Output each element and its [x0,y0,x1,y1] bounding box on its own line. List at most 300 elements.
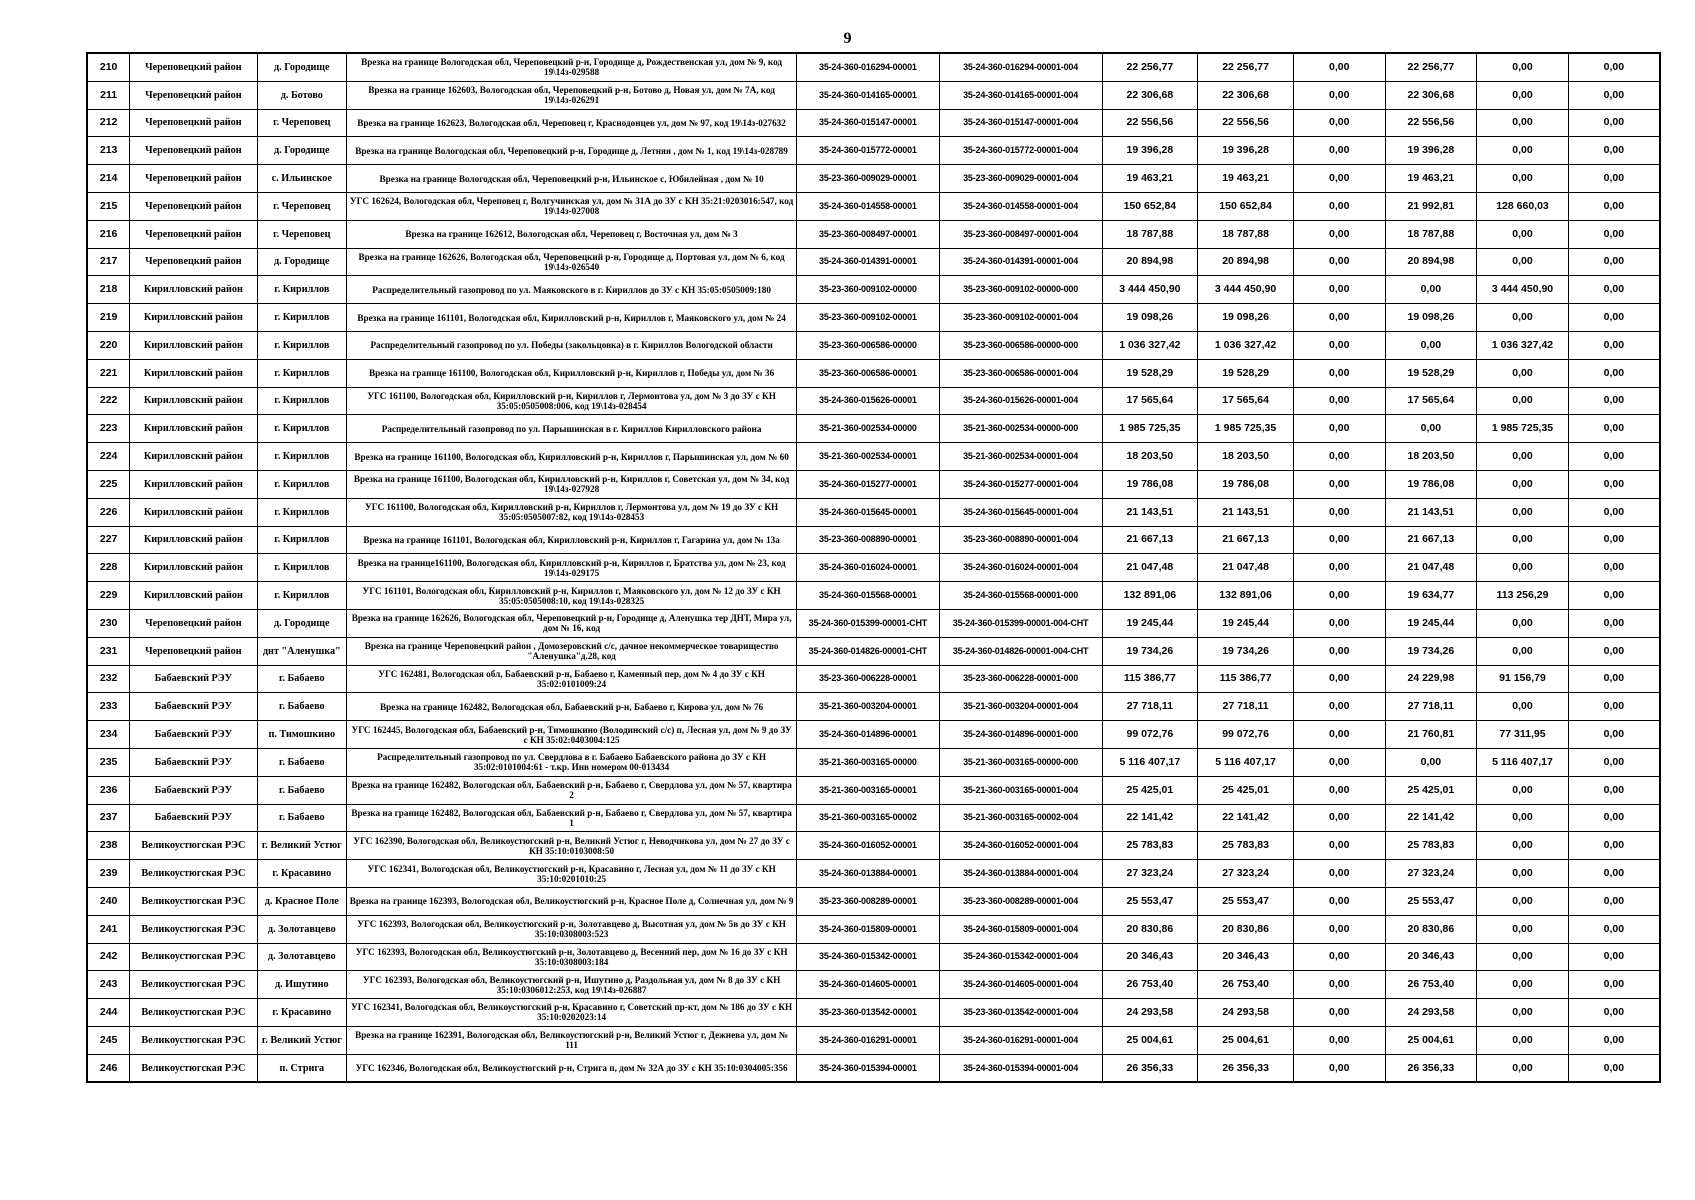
value-cell-4: 22 141,42 [1385,804,1477,832]
value-cell-3: 0,00 [1293,943,1385,971]
value-cell-3: 0,00 [1293,860,1385,888]
value-cell-4: 25 425,01 [1385,776,1477,804]
sub-object-code-cell: 35-24-360-015342-00001-004 [939,943,1102,971]
value-cell-2: 22 256,77 [1198,53,1294,81]
value-cell-2: 24 293,58 [1198,999,1294,1027]
locality-cell: г. Красавино [257,860,347,888]
value-cell-4: 17 565,64 [1385,387,1477,415]
object-description-cell: Врезка на границе 162393, Вологодская обл, Великоустюгский р-н, Красное Поле д, Солнечная ул, дом № 9 [347,887,797,915]
locality-cell: г. Кириллов [257,498,347,526]
value-cell-6: 0,00 [1568,220,1660,248]
row-number: 234 [87,721,130,749]
table-row [87,721,1660,749]
table-row [87,832,1660,860]
district-cell: Череповецкий район [130,109,257,137]
value-cell-4: 20 894,98 [1385,248,1477,276]
value-cell-4: 19 396,28 [1385,137,1477,165]
value-cell-3: 0,00 [1293,526,1385,554]
value-cell-4: 22 256,77 [1385,53,1477,81]
value-cell-3: 0,00 [1293,81,1385,109]
locality-cell: п. Стрига [257,1054,347,1082]
object-description-cell: Врезка на границе 162482, Вологодская обл, Бабаевский р-н, Бабаево г, Свердлова ул, дом № 57, квартира 2 [347,776,797,804]
value-cell-1: 22 556,56 [1102,109,1198,137]
value-cell-3: 0,00 [1293,498,1385,526]
value-cell-5: 0,00 [1477,81,1569,109]
object-description-cell: УГС 162393, Вологодская обл, Великоустюгский р-н, Ишутино д, Раздольная ул, дом № 8 до ЗУ с КН 35:10:0306012:253, код 19\14з-026887 [347,971,797,999]
sub-object-code-cell: 35-23-360-013542-00001-004 [939,999,1102,1027]
object-code-cell: 35-23-360-008289-00001 [797,887,940,915]
table-row [87,693,1660,721]
object-code-cell: 35-23-360-008890-00001 [797,526,940,554]
value-cell-5: 0,00 [1477,832,1569,860]
table-row [87,165,1660,193]
table-row [87,665,1660,693]
locality-cell: г. Кириллов [257,526,347,554]
district-cell: Череповецкий район [130,165,257,193]
value-cell-3: 0,00 [1293,776,1385,804]
sub-object-code-cell: 35-23-360-008497-00001-004 [939,220,1102,248]
value-cell-2: 22 141,42 [1198,804,1294,832]
value-cell-1: 22 256,77 [1102,53,1198,81]
table-row [87,220,1660,248]
value-cell-1: 18 203,50 [1102,443,1198,471]
locality-cell: д. Городище [257,609,347,637]
object-code-cell: 35-24-360-015772-00001 [797,137,940,165]
district-cell: Кирилловский район [130,331,257,359]
sub-object-code-cell: 35-21-360-003165-00001-004 [939,776,1102,804]
value-cell-2: 1 036 327,42 [1198,331,1294,359]
value-cell-5: 0,00 [1477,304,1569,332]
value-cell-6: 0,00 [1568,1054,1660,1082]
object-code-cell: 35-24-360-013884-00001 [797,860,940,888]
sub-object-code-cell: 35-24-360-014826-00001-004-СНТ [939,637,1102,665]
value-cell-6: 0,00 [1568,304,1660,332]
value-cell-5: 0,00 [1477,498,1569,526]
sub-object-code-cell: 35-23-360-008890-00001-004 [939,526,1102,554]
row-number: 211 [87,81,130,109]
value-cell-2: 20 830,86 [1198,915,1294,943]
district-cell: Череповецкий район [130,609,257,637]
value-cell-6: 0,00 [1568,137,1660,165]
sub-object-code-cell: 35-23-360-009029-00001-004 [939,165,1102,193]
object-description-cell: Врезка на границе Вологодская обл, Череповецкий р-н, Городище д, Летняя , дом № 1, код 19\14з-028789 [347,137,797,165]
value-cell-3: 0,00 [1293,109,1385,137]
value-cell-1: 99 072,76 [1102,721,1198,749]
object-code-cell: 35-24-360-015277-00001 [797,470,940,498]
sub-object-code-cell: 35-21-360-003165-00000-000 [939,748,1102,776]
object-description-cell: УГС 162341, Вологодская обл, Великоустюгский р-н, Красавино г, Лесная ул, дом № 11 до ЗУ с КН 35:10:0201010:25 [347,860,797,888]
value-cell-4: 25 553,47 [1385,887,1477,915]
row-number: 239 [87,860,130,888]
value-cell-4: 19 528,29 [1385,359,1477,387]
value-cell-3: 0,00 [1293,192,1385,220]
row-number: 246 [87,1054,130,1082]
value-cell-4: 21 047,48 [1385,554,1477,582]
value-cell-2: 115 386,77 [1198,665,1294,693]
object-description-cell: Врезка на границе Череповецкий район , Домозеровский с/с, дачное некоммерческое товарищество "Аленушка"д.28, код [347,637,797,665]
district-cell: Великоустюгская РЭС [130,943,257,971]
object-description-cell: УГС 161100, Вологодская обл, Кирилловский р-н, Кириллов г, Лермонтова ул, дом № 19 до ЗУ с КН 35:05:0505007:82, код 19\14з-028453 [347,498,797,526]
value-cell-5: 77 311,95 [1477,721,1569,749]
object-code-cell: 35-23-360-009029-00001 [797,165,940,193]
value-cell-3: 0,00 [1293,804,1385,832]
value-cell-4: 25 783,83 [1385,832,1477,860]
row-number: 241 [87,915,130,943]
value-cell-5: 0,00 [1477,470,1569,498]
table-row [87,1054,1660,1082]
value-cell-5: 0,00 [1477,887,1569,915]
value-cell-6: 0,00 [1568,109,1660,137]
table-row [87,971,1660,999]
district-cell: Бабаевский РЭУ [130,804,257,832]
value-cell-5: 0,00 [1477,137,1569,165]
object-code-cell: 35-24-360-016291-00001 [797,1026,940,1054]
value-cell-2: 19 786,08 [1198,470,1294,498]
object-description-cell: Врезка на границе 162482, Вологодская обл, Бабаевский р-н, Бабаево г, Кирова ул, дом № 76 [347,693,797,721]
value-cell-1: 3 444 450,90 [1102,276,1198,304]
sub-object-code-cell: 35-24-360-015645-00001-004 [939,498,1102,526]
value-cell-2: 27 323,24 [1198,860,1294,888]
value-cell-1: 1 985 725,35 [1102,415,1198,443]
object-description-cell: Врезка на границе 162626, Вологодская обл, Череповецкий р-н, Городище д, Аленушка тер ДНТ, Мира ул, дом № 16, код [347,609,797,637]
value-cell-3: 0,00 [1293,470,1385,498]
row-number: 212 [87,109,130,137]
row-number: 244 [87,999,130,1027]
value-cell-3: 0,00 [1293,220,1385,248]
row-number: 235 [87,748,130,776]
value-cell-5: 0,00 [1477,693,1569,721]
value-cell-6: 0,00 [1568,443,1660,471]
value-cell-4: 27 718,11 [1385,693,1477,721]
locality-cell: с. Ильинское [257,165,347,193]
row-number: 240 [87,887,130,915]
value-cell-6: 0,00 [1568,943,1660,971]
district-cell: Великоустюгская РЭС [130,860,257,888]
value-cell-1: 18 787,88 [1102,220,1198,248]
sub-object-code-cell: 35-21-360-002534-00001-004 [939,443,1102,471]
district-cell: Бабаевский РЭУ [130,721,257,749]
value-cell-5: 0,00 [1477,915,1569,943]
object-description-cell: УГС 162346, Вологодская обл, Великоустюгский р-н, Стрига п, дом № 32А до ЗУ с КН 35:10:0304005:356 [347,1054,797,1082]
value-cell-3: 0,00 [1293,887,1385,915]
value-cell-1: 21 143,51 [1102,498,1198,526]
table-row [87,387,1660,415]
value-cell-2: 27 718,11 [1198,693,1294,721]
value-cell-4: 21 143,51 [1385,498,1477,526]
object-description-cell: УГС 162624, Вологодская обл, Череповец г, Волгучинская ул, дом № 31А до ЗУ с КН 35:21:0203016:547, код 19\14з-027008 [347,192,797,220]
value-cell-6: 0,00 [1568,693,1660,721]
sub-object-code-cell: 35-23-360-009102-00000-000 [939,276,1102,304]
value-cell-4: 27 323,24 [1385,860,1477,888]
value-cell-2: 25 004,61 [1198,1026,1294,1054]
table-row [87,915,1660,943]
value-cell-6: 0,00 [1568,248,1660,276]
value-cell-2: 22 306,68 [1198,81,1294,109]
object-code-cell: 35-24-360-015626-00001 [797,387,940,415]
value-cell-5: 0,00 [1477,999,1569,1027]
value-cell-3: 0,00 [1293,637,1385,665]
table-row [87,609,1660,637]
district-cell: Бабаевский РЭУ [130,748,257,776]
row-number: 223 [87,415,130,443]
value-cell-5: 0,00 [1477,109,1569,137]
value-cell-6: 0,00 [1568,554,1660,582]
value-cell-4: 25 004,61 [1385,1026,1477,1054]
value-cell-1: 132 891,06 [1102,582,1198,610]
value-cell-6: 0,00 [1568,526,1660,554]
value-cell-6: 0,00 [1568,665,1660,693]
value-cell-1: 27 323,24 [1102,860,1198,888]
value-cell-2: 19 528,29 [1198,359,1294,387]
locality-cell: г. Великий Устюг [257,1026,347,1054]
table-row [87,81,1660,109]
page-number: 9 [843,30,852,47]
object-code-cell: 35-24-360-015645-00001 [797,498,940,526]
row-number: 224 [87,443,130,471]
table-body [87,53,1660,1082]
value-cell-1: 19 463,21 [1102,165,1198,193]
value-cell-1: 1 036 327,42 [1102,331,1198,359]
value-cell-6: 0,00 [1568,582,1660,610]
locality-cell: г. Бабаево [257,804,347,832]
value-cell-5: 0,00 [1477,165,1569,193]
district-cell: Великоустюгская РЭС [130,971,257,999]
row-number: 236 [87,776,130,804]
object-description-cell: Врезка на границе Вологодская обл, Череповецкий р-н, Ильинское с, Юбилейная , дом № 10 [347,165,797,193]
row-number: 230 [87,609,130,637]
row-number: 227 [87,526,130,554]
object-code-cell: 35-24-360-015809-00001 [797,915,940,943]
value-cell-3: 0,00 [1293,832,1385,860]
value-cell-4: 0,00 [1385,415,1477,443]
value-cell-5: 0,00 [1477,359,1569,387]
object-code-cell: 35-23-360-013542-00001 [797,999,940,1027]
value-cell-3: 0,00 [1293,387,1385,415]
value-cell-4: 19 634,77 [1385,582,1477,610]
object-code-cell: 35-23-360-009102-00000 [797,276,940,304]
table-row [87,304,1660,332]
value-cell-3: 0,00 [1293,999,1385,1027]
object-description-cell: УГС 162393, Вологодская обл, Великоустюгский р-н, Золотавцево д, Весенний пер, дом № 16 до ЗУ с КН 35:10:0308003:184 [347,943,797,971]
table-row [87,276,1660,304]
registry-table [86,52,1661,1083]
value-cell-1: 25 004,61 [1102,1026,1198,1054]
object-description-cell: УГС 162481, Вологодская обл, Бабаевский р-н, Бабаево г, Каменный пер, дом № 4 до ЗУ с КН 35:02:0101009:24 [347,665,797,693]
value-cell-1: 22 141,42 [1102,804,1198,832]
row-number: 222 [87,387,130,415]
district-cell: Бабаевский РЭУ [130,693,257,721]
sub-object-code-cell: 35-24-360-014558-00001-004 [939,192,1102,220]
district-cell: Кирилловский район [130,359,257,387]
value-cell-3: 0,00 [1293,304,1385,332]
value-cell-6: 0,00 [1568,165,1660,193]
district-cell: Великоустюгская РЭС [130,915,257,943]
value-cell-6: 0,00 [1568,415,1660,443]
value-cell-4: 0,00 [1385,331,1477,359]
district-cell: Череповецкий район [130,192,257,220]
district-cell: Кирилловский район [130,498,257,526]
table-row [87,443,1660,471]
sub-object-code-cell: 35-21-360-003204-00001-004 [939,693,1102,721]
value-cell-5: 0,00 [1477,637,1569,665]
object-description-cell: Распределительный газопровод по ул. Победы (закольцовка) в г. Кириллов Вологодской области [347,331,797,359]
value-cell-2: 20 346,43 [1198,943,1294,971]
object-code-cell: 35-24-360-015568-00001 [797,582,940,610]
district-cell: Кирилловский район [130,304,257,332]
value-cell-4: 24 229,98 [1385,665,1477,693]
value-cell-6: 0,00 [1568,81,1660,109]
row-number: 225 [87,470,130,498]
value-cell-5: 0,00 [1477,1026,1569,1054]
value-cell-6: 0,00 [1568,609,1660,637]
sub-object-code-cell: 35-24-360-016052-00001-004 [939,832,1102,860]
locality-cell: д. Городище [257,53,347,81]
value-cell-5: 0,00 [1477,220,1569,248]
value-cell-3: 0,00 [1293,248,1385,276]
district-cell: Череповецкий район [130,81,257,109]
value-cell-2: 19 245,44 [1198,609,1294,637]
value-cell-2: 132 891,06 [1198,582,1294,610]
sub-object-code-cell: 35-24-360-016291-00001-004 [939,1026,1102,1054]
district-cell: Череповецкий район [130,637,257,665]
value-cell-6: 0,00 [1568,276,1660,304]
value-cell-6: 0,00 [1568,498,1660,526]
value-cell-3: 0,00 [1293,748,1385,776]
object-code-cell: 35-24-360-014558-00001 [797,192,940,220]
locality-cell: г. Бабаево [257,748,347,776]
value-cell-4: 0,00 [1385,276,1477,304]
value-cell-5: 0,00 [1477,609,1569,637]
value-cell-4: 26 753,40 [1385,971,1477,999]
value-cell-4: 19 098,26 [1385,304,1477,332]
object-code-cell: 35-23-360-006586-00000 [797,331,940,359]
district-cell: Великоустюгская РЭС [130,999,257,1027]
table-row [87,776,1660,804]
locality-cell: г. Бабаево [257,665,347,693]
object-code-cell: 35-24-360-016052-00001 [797,832,940,860]
sub-object-code-cell: 35-23-360-008289-00001-004 [939,887,1102,915]
object-description-cell: Врезка на границе 162482, Вологодская обл, Бабаевский р-н, Бабаево г, Свердлова ул, дом № 57, квартира 1 [347,804,797,832]
value-cell-1: 19 786,08 [1102,470,1198,498]
value-cell-3: 0,00 [1293,554,1385,582]
object-code-cell: 35-21-360-002534-00001 [797,443,940,471]
table-row [87,526,1660,554]
district-cell: Кирилловский район [130,276,257,304]
value-cell-2: 150 652,84 [1198,192,1294,220]
object-description-cell: Врезка на границе 162623, Вологодская обл, Череповец г, Краснодонцев ул, дом № 97, код 19\14з-027632 [347,109,797,137]
value-cell-4: 21 992,81 [1385,192,1477,220]
object-code-cell: 35-24-360-014826-00001-СНТ [797,637,940,665]
table-row [87,192,1660,220]
value-cell-3: 0,00 [1293,331,1385,359]
row-number: 215 [87,192,130,220]
row-number: 210 [87,53,130,81]
row-number: 233 [87,693,130,721]
value-cell-2: 5 116 407,17 [1198,748,1294,776]
row-number: 217 [87,248,130,276]
sub-object-code-cell: 35-24-360-014391-00001-004 [939,248,1102,276]
value-cell-4: 19 245,44 [1385,609,1477,637]
row-number: 218 [87,276,130,304]
object-code-cell: 35-21-360-003204-00001 [797,693,940,721]
value-cell-1: 20 894,98 [1102,248,1198,276]
sub-object-code-cell: 35-24-360-014896-00001-000 [939,721,1102,749]
value-cell-2: 19 734,26 [1198,637,1294,665]
value-cell-1: 20 830,86 [1102,915,1198,943]
value-cell-6: 0,00 [1568,1026,1660,1054]
object-code-cell: 35-21-360-003165-00002 [797,804,940,832]
table-row [87,554,1660,582]
locality-cell: г. Великий Устюг [257,832,347,860]
value-cell-5: 3 444 450,90 [1477,276,1569,304]
value-cell-2: 19 463,21 [1198,165,1294,193]
district-cell: Кирилловский район [130,526,257,554]
object-code-cell: 35-23-360-006228-00001 [797,665,940,693]
value-cell-4: 21 760,81 [1385,721,1477,749]
value-cell-6: 0,00 [1568,637,1660,665]
district-cell: Череповецкий район [130,220,257,248]
value-cell-5: 0,00 [1477,554,1569,582]
value-cell-1: 115 386,77 [1102,665,1198,693]
value-cell-4: 18 203,50 [1385,443,1477,471]
sub-object-code-cell: 35-24-360-015809-00001-004 [939,915,1102,943]
locality-cell: г. Кириллов [257,554,347,582]
value-cell-1: 5 116 407,17 [1102,748,1198,776]
value-cell-3: 0,00 [1293,359,1385,387]
value-cell-6: 0,00 [1568,387,1660,415]
sub-object-code-cell: 35-24-360-016294-00001-004 [939,53,1102,81]
locality-cell: г. Кириллов [257,331,347,359]
value-cell-4: 26 356,33 [1385,1054,1477,1082]
object-code-cell: 35-24-360-014165-00001 [797,81,940,109]
row-number: 238 [87,832,130,860]
row-number: 243 [87,971,130,999]
district-cell: Череповецкий район [130,248,257,276]
value-cell-2: 99 072,76 [1198,721,1294,749]
district-cell: Кирилловский район [130,582,257,610]
value-cell-1: 21 047,48 [1102,554,1198,582]
district-cell: Череповецкий район [130,137,257,165]
table-row [87,637,1660,665]
value-cell-5: 1 036 327,42 [1477,331,1569,359]
value-cell-3: 0,00 [1293,915,1385,943]
value-cell-6: 0,00 [1568,359,1660,387]
locality-cell: г. Череповец [257,192,347,220]
value-cell-1: 19 396,28 [1102,137,1198,165]
object-description-cell: УГС 162341, Вологодская обл, Великоустюгский р-н, Красавино г, Советский пр-кт, дом № 186 до ЗУ с КН 35:10:0202023:14 [347,999,797,1027]
locality-cell: г. Череповец [257,220,347,248]
row-number: 226 [87,498,130,526]
value-cell-5: 128 660,03 [1477,192,1569,220]
value-cell-1: 20 346,43 [1102,943,1198,971]
value-cell-5: 0,00 [1477,860,1569,888]
district-cell: Череповецкий район [130,53,257,81]
table-row [87,498,1660,526]
sub-object-code-cell: 35-24-360-013884-00001-004 [939,860,1102,888]
object-code-cell: 35-24-360-014391-00001 [797,248,940,276]
object-description-cell: УГС 161100, Вологодская обл, Кирилловский р-н, Кириллов г, Лермонтова ул, дом № 3 до ЗУ с КН 35:05:0505008:006, код 19\14з-028454 [347,387,797,415]
district-cell: Кирилловский район [130,554,257,582]
value-cell-6: 0,00 [1568,53,1660,81]
row-number: 228 [87,554,130,582]
value-cell-1: 26 356,33 [1102,1054,1198,1082]
object-code-cell: 35-24-360-016294-00001 [797,53,940,81]
locality-cell: г. Кириллов [257,443,347,471]
sub-object-code-cell: 35-24-360-016024-00001-004 [939,554,1102,582]
value-cell-6: 0,00 [1568,915,1660,943]
value-cell-1: 25 553,47 [1102,887,1198,915]
value-cell-5: 0,00 [1477,53,1569,81]
